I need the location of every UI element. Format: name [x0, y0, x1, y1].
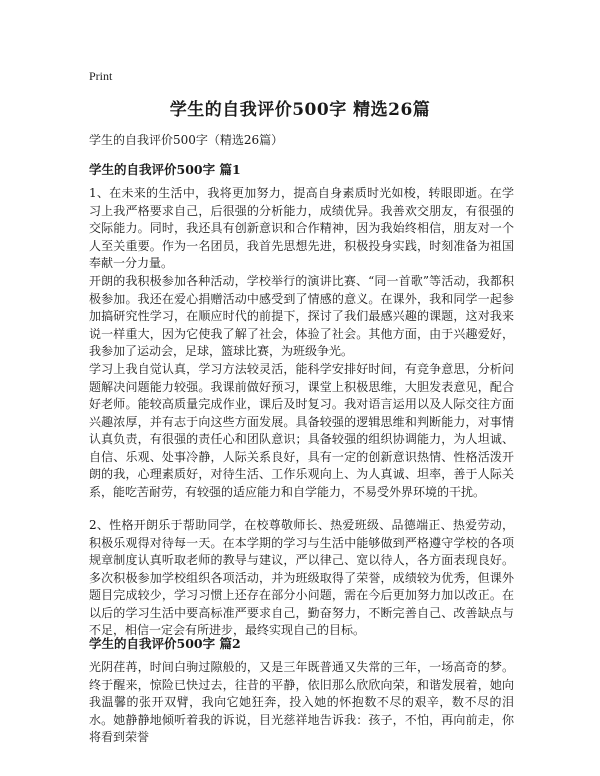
section-heading-1: 学生的自我评价500字 篇1 — [89, 162, 241, 177]
paragraph: 2、性格开朗乐于帮助同学，在校尊敬师长、热爱班级、品德端正、热爱劳动，积极乐观得对待每一天。在本学期的学习与生活中能够做到严格遵守学校的各项规章制度认真听取老师的教导与建议，严以律己、宽以待人，各方面表现良好。多次积极参加学校组织各项活动，并为班级取得了荣誉，成绩较为优秀，但课外题目完成较少，学习习惯上还存在部分小问题，需在今后更加努力加以改正。在以后的学习生活中要高标准严要求自己，勤奋努力，不断完善自己、改善缺点与不足，相信一定会有所进步，最终实现自己的目标。 — [89, 518, 514, 637]
section-heading-2: 学生的自我评价500字 篇2 — [89, 636, 241, 651]
print-link[interactable]: Print — [89, 69, 113, 83]
paragraph: 开朗的我积极参加各种活动，学校举行的演讲比赛、“同一首歌”等活动，我都积极参加。我还在爱心捐赠活动中感受到了情感的意义。在课外，我和同学一起参加搞研究性学习，在顺应时代的前提下，探讨了我们最感兴趣的课题，这对我来说一样重大，因为它使我了解了社会，体验了社会。其他方面，由于兴趣爱好，我参加了运动会，足球，篮球比赛，为班级争光。 — [89, 274, 514, 358]
document-subtitle: 学生的自我评价500字（精选26篇） — [89, 133, 284, 147]
document-title: 学生的自我评价500字 精选26篇 — [169, 100, 431, 120]
paragraph: 1、在未来的生活中，我将更加努力，提高自身素质时光如梭，转眼即逝。在学习上我严格要求自己，后很强的分析能力，成绩优异。我善欢交朋友，有很强的交际能力。同时，我还具有创新意识和合作精神，因为我始终相信，朋友对一个人至关重要。作为一名团员，我首先思想先进，积极投身实践，时刻准备为祖国奉献一分力量。 — [89, 186, 514, 270]
paragraph: 光阴荏苒，时间白驹过隙般的，又是三年既普通又失常的三年，一场高奇的梦。终于醒来，惊险已快过去，往昔的平静，依旧那么欣欣向荣，和谐发展着，她向我温馨的张开双臂，我向它她狂奔，投入她的怀抱数不尽的艰辛，数不尽的泪水。她静静地倾听着我的诉说，目光慈祥地告诉我：孩子，不怕，再向前走，你将看到荣誉 — [89, 660, 514, 744]
paragraph: 学习上我自觉认真，学习方法较灵活，能科学安排好时间，有竞争意思，分析问题解决问题能力较强。我课前做好预习，课堂上积极思维，大胆发表意见，配合好老师。能较高质量完成作业，课后及时复习。我对语言运用以及人际交往方面兴趣浓厚，并有志于向这些方面发展。具备较强的逻辑思维和判断能力，对事情认真负责，有很强的责任心和团队意识；具备较强的组织协调能力，为人坦诚、自信、乐观、处事冷静，人际关系良好，具有一定的创新意识热情、性格活泼开朗的我，心理素质好，对待生活、工作乐观向上、为人真诚、坦率，善于人际关系，能吃苦耐劳，有较强的适应能力和自学能力，不易受外界环境的干扰。 — [89, 362, 514, 499]
